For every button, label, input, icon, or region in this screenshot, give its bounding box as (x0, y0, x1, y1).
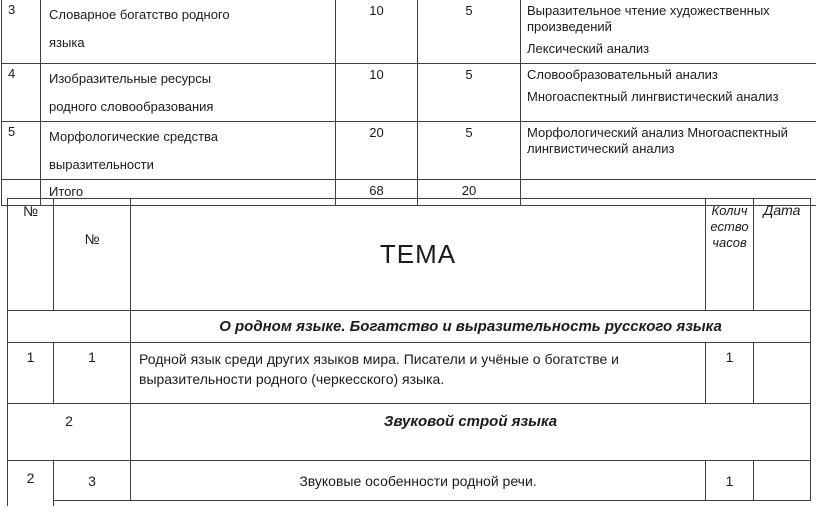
header-row (8, 199, 811, 311)
topic-cell (41, 0, 336, 64)
section-title: Звуковой строй языка (131, 404, 811, 461)
analysis-paragraph: Словообразовательный анализ (527, 67, 718, 82)
section-number: 2 (8, 404, 131, 461)
empty-cell (8, 311, 131, 343)
section-row (8, 311, 811, 343)
lesson-topic: Звуковые особенности родной речи. (131, 461, 706, 501)
lesson-no2: 3 (54, 461, 131, 501)
topic-cell (41, 122, 336, 180)
header-date: Дата (754, 199, 811, 311)
topic-line: родного словообразования (49, 99, 214, 114)
empty-cell (754, 501, 811, 507)
topic-line: выразительности (49, 157, 154, 172)
analysis-cell (521, 64, 816, 122)
empty-cell (131, 501, 706, 507)
lesson-hours: 1 (706, 343, 754, 404)
topic-line: Морфологические средства (49, 129, 219, 144)
lesson-row (8, 343, 811, 404)
analysis-paragraph: Морфологический анализ Многоаспектный лингвистический анализ (527, 125, 788, 156)
lesson-hours: 1 (706, 461, 754, 501)
topic-line: Изобразительные ресурсы (49, 71, 212, 86)
lesson-row (8, 461, 811, 501)
section-row (8, 404, 811, 461)
lesson-no1: 1 (8, 343, 54, 404)
hours-cell: 20 (336, 122, 418, 180)
header-tema: ТЕМА (131, 199, 706, 311)
control-cell: 5 (418, 0, 521, 64)
lesson-no2: 1 (54, 343, 131, 404)
table-row (2, 122, 816, 180)
hours-cell: 10 (336, 0, 418, 64)
analysis-cell (521, 0, 816, 64)
control-cell: 5 (418, 122, 521, 180)
course-summary-table (1, 0, 816, 206)
lesson-date (754, 343, 811, 404)
total-label: Итого (41, 180, 336, 206)
header-hours: Количество часов (706, 199, 754, 311)
table-row (2, 0, 816, 64)
lesson-no1: 2 (8, 461, 54, 507)
lesson-date (754, 461, 811, 501)
row-number: 4 (2, 64, 41, 122)
lesson-plan-table (7, 198, 811, 506)
row-number: 3 (2, 0, 41, 64)
total-control: 20 (418, 180, 521, 206)
analysis-paragraph: Выразительное чтение художественных произведений (527, 3, 770, 34)
cutoff-row (8, 501, 811, 507)
control-cell: 5 (418, 64, 521, 122)
table-row (2, 64, 816, 122)
total-hours: 68 (336, 180, 418, 206)
topic-line: языка (49, 35, 85, 50)
header-no1: № (8, 199, 54, 311)
empty-cell (706, 501, 754, 507)
section-title: О родном языке. Богатство и выразительность русского языка (131, 311, 811, 343)
analysis-paragraph: Многоаспектный лингвистический анализ (527, 89, 779, 104)
analysis-paragraph: Лексический анализ (527, 41, 650, 56)
topic-line: Словарное богатство родного (49, 7, 230, 22)
row-number: 5 (2, 122, 41, 180)
lesson-topic: Родной язык среди других языков мира. Писатели и учёные о богатстве и выразительности родного (черкесского) языка. (131, 343, 706, 404)
topic-cell (41, 64, 336, 122)
hours-cell: 10 (336, 64, 418, 122)
analysis-cell (521, 122, 816, 180)
empty-cell (54, 501, 131, 507)
header-no2: № (54, 199, 131, 311)
